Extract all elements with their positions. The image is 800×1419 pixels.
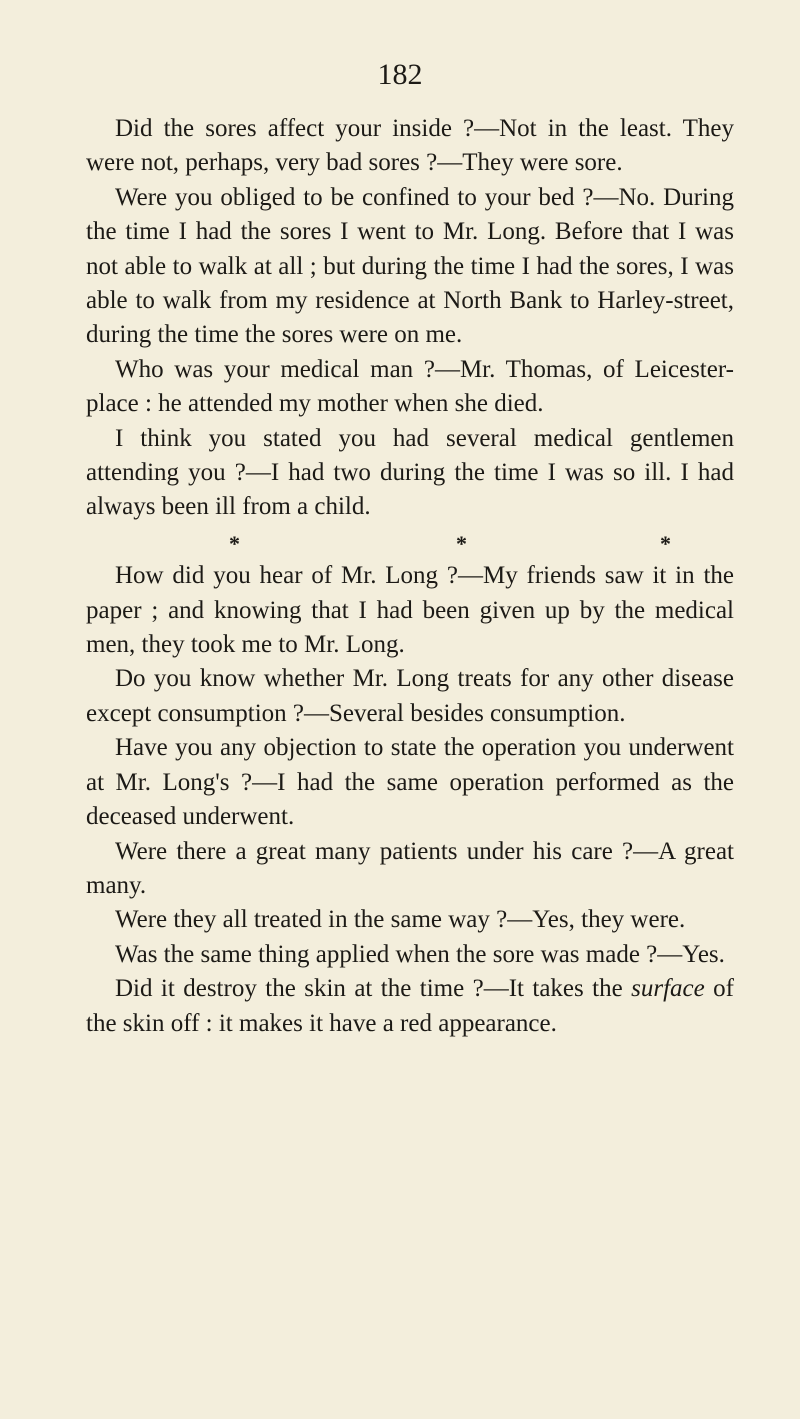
- body-text: [86, 112, 734, 1041]
- paragraph: Did the sores affect your inside ?—Not in the least. They were not, perhaps, very bad sores ?—They were sore.: [86, 115, 734, 177]
- italic-word: surface: [631, 975, 705, 1003]
- paragraph: Were they all treated in the same way ?—Yes, they were.: [115, 906, 686, 934]
- paragraph: Do you know whether Mr. Long treats for any other disease except consumption ?—Several besides consumption.: [86, 665, 734, 727]
- paragraph: I think you stated you had several medical gentlemen attending you ?—I had two during the time I was so ill. I had always been ill from a child.: [86, 424, 734, 521]
- asterisk: *: [660, 530, 671, 556]
- paragraph: Were there a great many patients under his care ?—A great many.: [86, 837, 734, 899]
- section-separator: [86, 525, 734, 559]
- paragraph: Have you any objection to state the operation you underwent at Mr. Long's ?—I had the same operation performed as the deceased underwent.: [86, 734, 734, 831]
- paragraph-segment: Did it destroy the skin at the time ?—It takes the: [115, 975, 632, 1003]
- asterisk: *: [229, 530, 240, 556]
- paragraph: Was the same thing applied when the sore was made ?—Yes.: [115, 940, 725, 968]
- page-number: 182: [377, 58, 423, 91]
- paragraph: How did you hear of Mr. Long ?—My friends saw it in the paper ; and knowing that I had been given up by the medical men, they took me to Mr. Long.: [86, 562, 734, 659]
- paragraph-segment: of the skin off : it makes it have a red appearance.: [86, 975, 734, 1037]
- paragraph: Who was your medical man ?—Mr. Thomas, of Leicester-place : he attended my mother when she died.: [86, 355, 734, 418]
- paragraph: Were you obliged to be confined to your bed ?—No. During the time I had the sores I went to Mr. Long. Before that I was not able to walk at all ; but during the time I had the sores, I was able to walk from my residence at North Bank to Harley-street, during the time the sores were on me.: [86, 183, 734, 349]
- asterisk: *: [456, 530, 467, 556]
- paragraph-last: [86, 972, 734, 1041]
